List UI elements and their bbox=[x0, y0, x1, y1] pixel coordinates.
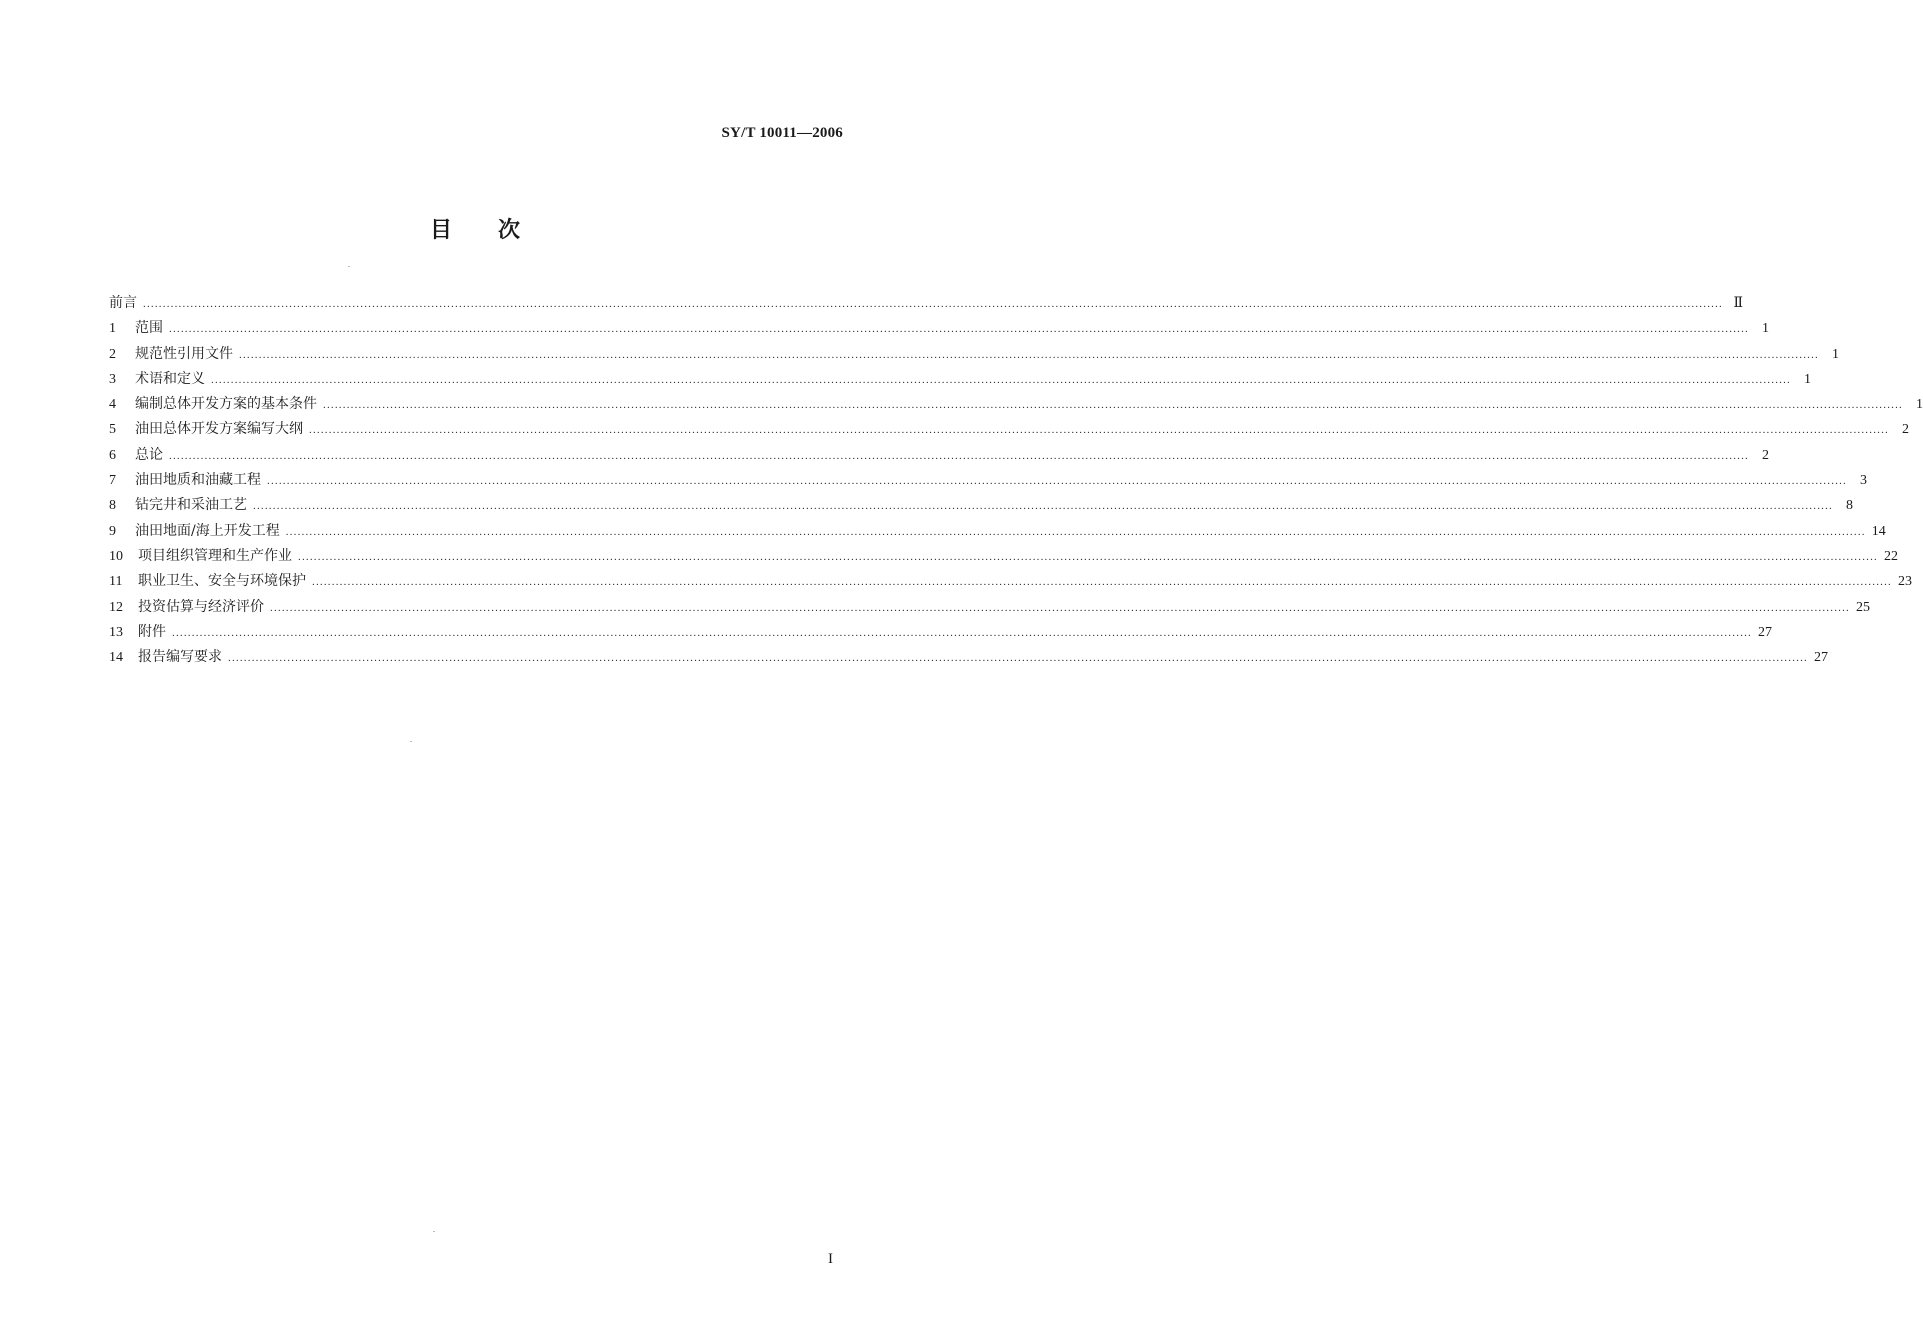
toc-dot-leader: ................................................................................................................................................................................................................................................................................................................................................................................................................ bbox=[270, 601, 1850, 614]
toc-dot-leader: ................................................................................................................................................................................................................................................................................................................................................................................................................ bbox=[323, 399, 1903, 412]
page-number: I bbox=[828, 1251, 833, 1267]
toc-entry-page: 3 bbox=[1860, 473, 1867, 489]
toc-entry-label: 规范性引用文件 bbox=[135, 345, 233, 362]
toc-entry-label: 报告编写要求 bbox=[138, 649, 222, 666]
toc-entry-label: 前言 bbox=[109, 295, 137, 311]
toc-dot-leader: ................................................................................................................................................................................................................................................................................................................................................................................................................ bbox=[169, 449, 1749, 462]
toc-entry-page: 25 bbox=[1856, 599, 1870, 615]
toc-entry-number: 3 bbox=[109, 371, 116, 387]
scan-speck bbox=[433, 1231, 435, 1232]
toc-entry-number: 14 bbox=[109, 650, 123, 666]
toc-entry-page: 1 bbox=[1832, 346, 1839, 362]
toc-entry-number: 13 bbox=[109, 624, 123, 640]
standard-code: SY/T 10011—2006 bbox=[721, 125, 843, 141]
toc-entry-page: 27 bbox=[1758, 624, 1772, 640]
toc-entry-label: 附件 bbox=[138, 623, 166, 640]
toc-dot-leader: ................................................................................................................................................................................................................................................................................................................................................................................................................ bbox=[298, 550, 1878, 563]
toc-entry-number: 5 bbox=[109, 422, 116, 438]
toc-entry[interactable] bbox=[109, 342, 1839, 367]
toc-entry-number: 10 bbox=[109, 548, 123, 564]
toc-entry-page: Ⅱ bbox=[1733, 296, 1743, 311]
toc-entry[interactable] bbox=[109, 544, 1898, 569]
toc-entry-number: 8 bbox=[109, 498, 116, 514]
toc-entry-page: 27 bbox=[1814, 650, 1828, 666]
toc-entry-page: 1 bbox=[1804, 371, 1811, 387]
toc-entry-page: 1 bbox=[1762, 321, 1769, 337]
toc-entry-label: 钻完井和采油工艺 bbox=[135, 497, 247, 514]
toc-entry-number: 11 bbox=[109, 574, 123, 590]
toc-entry-number: 4 bbox=[109, 397, 116, 413]
scan-speck bbox=[410, 741, 412, 742]
toc-entry-label: 术语和定义 bbox=[135, 370, 205, 387]
toc-entry-label: 投资估算与经济评价 bbox=[138, 598, 264, 615]
toc-entry[interactable] bbox=[109, 569, 1912, 594]
toc-entry-page: 2 bbox=[1762, 447, 1769, 463]
toc-entry-label: 总论 bbox=[135, 446, 163, 463]
toc-entry-label: 油田地质和油藏工程 bbox=[135, 472, 261, 489]
toc-entry[interactable] bbox=[109, 519, 1886, 544]
toc-entry-number: 1 bbox=[109, 321, 116, 337]
toc-entry-number: 9 bbox=[109, 523, 116, 539]
scan-speck bbox=[348, 266, 350, 267]
toc-entry[interactable] bbox=[109, 291, 1743, 316]
toc-entry-label: 项目组织管理和生产作业 bbox=[138, 547, 292, 564]
toc-dot-leader: ................................................................................................................................................................................................................................................................................................................................................................................................................ bbox=[143, 298, 1723, 310]
toc-entry-number: 6 bbox=[109, 447, 116, 463]
toc-dot-leader: ................................................................................................................................................................................................................................................................................................................................................................................................................ bbox=[169, 323, 1749, 336]
toc-entry[interactable] bbox=[109, 417, 1909, 442]
toc-entry-label: 油田总体开发方案编写大纲 bbox=[135, 421, 303, 438]
toc-dot-leader: ................................................................................................................................................................................................................................................................................................................................................................................................................ bbox=[253, 500, 1833, 513]
toc-dot-leader: ................................................................................................................................................................................................................................................................................................................................................................................................................ bbox=[228, 652, 1808, 665]
toc-entry-label: 油田地面/海上开发工程 bbox=[135, 522, 280, 539]
table-of-contents bbox=[109, 291, 1923, 670]
toc-entry[interactable] bbox=[109, 468, 1867, 493]
toc-entry-number: 12 bbox=[109, 599, 123, 615]
toc-entry[interactable] bbox=[109, 493, 1853, 518]
toc-dot-leader: ................................................................................................................................................................................................................................................................................................................................................................................................................ bbox=[239, 348, 1819, 361]
toc-dot-leader: ................................................................................................................................................................................................................................................................................................................................................................................................................ bbox=[267, 475, 1847, 488]
toc-dot-leader: ................................................................................................................................................................................................................................................................................................................................................................................................................ bbox=[211, 373, 1791, 386]
toc-entry[interactable] bbox=[109, 620, 1772, 645]
toc-entry-label: 职业卫生、安全与环境保护 bbox=[138, 573, 306, 590]
toc-entry-page: 14 bbox=[1871, 523, 1886, 539]
toc-entry-page: 22 bbox=[1884, 548, 1898, 564]
toc-dot-leader: ................................................................................................................................................................................................................................................................................................................................................................................................................ bbox=[312, 576, 1892, 589]
toc-entry-number: 2 bbox=[109, 346, 116, 362]
toc-entry[interactable] bbox=[109, 367, 1811, 392]
toc-entry-label: 编制总体开发方案的基本条件 bbox=[135, 396, 317, 413]
toc-dot-leader: ................................................................................................................................................................................................................................................................................................................................................................................................................ bbox=[172, 626, 1752, 639]
toc-dot-leader: ................................................................................................................................................................................................................................................................................................................................................................................................................ bbox=[309, 424, 1889, 437]
toc-entry[interactable] bbox=[109, 595, 1870, 620]
toc-dot-leader: ................................................................................................................................................................................................................................................................................................................................................................................................................ bbox=[285, 525, 1866, 538]
toc-entry[interactable] bbox=[109, 645, 1828, 670]
toc-entry-number: 7 bbox=[109, 473, 116, 489]
toc-entry-page: 8 bbox=[1846, 498, 1853, 514]
toc-title: 目次 bbox=[429, 218, 566, 243]
toc-entry[interactable] bbox=[109, 392, 1923, 417]
toc-entry-page: 2 bbox=[1902, 422, 1909, 438]
toc-entry[interactable] bbox=[109, 443, 1769, 468]
toc-entry-page: 23 bbox=[1898, 574, 1912, 590]
toc-entry-page: 1 bbox=[1916, 397, 1923, 413]
toc-entry[interactable] bbox=[109, 316, 1769, 341]
toc-entry-label: 范围 bbox=[135, 320, 163, 337]
